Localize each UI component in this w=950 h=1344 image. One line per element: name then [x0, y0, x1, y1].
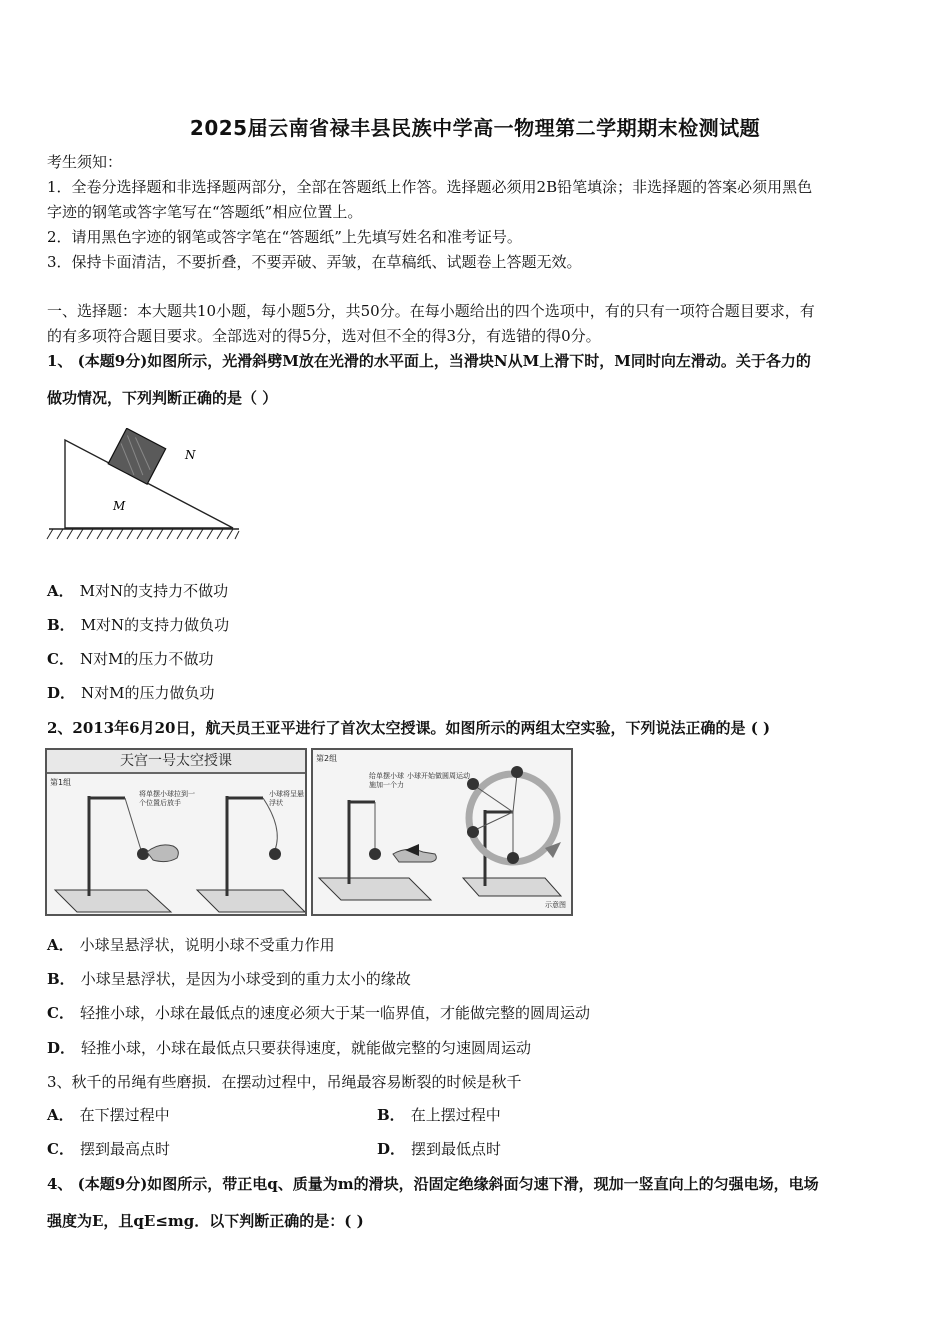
q1-option-d: D． N对M的压力做负功 — [47, 684, 215, 702]
group1-label: 第1组 — [50, 778, 72, 787]
q2-option-a: A． 小球呈悬浮状，说明小球不受重力作用 — [47, 936, 335, 954]
q3-option-b: B． 在上摆过程中 — [377, 1106, 501, 1124]
section-intro-2: 的有多项符合题目要求。全部选对的得5分，选对但不全的得3分，有选错的得0分。 — [47, 327, 601, 345]
group1-drawing — [47, 772, 305, 914]
group1-caption-b: 小球将呈悬浮状 — [269, 790, 304, 807]
q3-stem: 3、秋千的吊绳有些磨损．在摆动过程中，吊绳最容易断裂的时候是秋千 — [47, 1073, 522, 1091]
q2-option-c: C． 轻推小球，小球在最低点的速度必须大于某一临界值，才能做完整的圆周运动 — [47, 1004, 590, 1022]
ground-hatch — [47, 529, 239, 539]
q1-stem-2: 做功情况，下列判断正确的是（ ） — [47, 389, 278, 407]
q4-stem-2: 强度为E，且qE≤mg．以下判断正确的是：( ) — [47, 1212, 364, 1230]
group1-caption-a: 将单摆小球拉到一个位置后放手 — [139, 790, 195, 807]
q1-option-a: A． M对N的支持力不做功 — [47, 582, 229, 600]
q3-option-c: C． 摆到最高点时 — [47, 1140, 170, 1158]
space-lesson-figure — [45, 748, 575, 916]
notice-item-1: 1．全卷分选择题和非选择题两部分，全部在答题纸上作答。选择题必须用2B铅笔填涂；非选择题的答案必须用黑色 — [47, 178, 813, 196]
q1-stem-1: 1、 (本题9分)如图所示，光滑斜劈M放在光滑的水平面上，当滑块N从M上滑下时，M同时向左滑动。关于各力的 — [47, 352, 811, 370]
notice-heading: 考生须知： — [47, 153, 123, 171]
incline-figure — [45, 428, 245, 548]
group1-panel — [45, 748, 307, 916]
q2-option-d: D． 轻推小球，小球在最低点只要获得速度，就能做完整的匀速圆周运动 — [47, 1039, 532, 1057]
group2-label: 第2组 — [316, 754, 338, 763]
q3-option-d: D． 摆到最低点时 — [377, 1140, 502, 1158]
notice-item-1-cont: 字迹的钢笔或答字笔写在“答题纸”相应位置上。 — [47, 203, 363, 221]
lesson-banner: 天宫一号太空授课 — [47, 750, 305, 774]
q3-option-a: A． 在下摆过程中 — [47, 1106, 170, 1124]
label-n: N — [185, 448, 196, 462]
group2-panel — [311, 748, 573, 916]
group2-drawing — [313, 750, 571, 914]
notice-item-3: 3．保持卡面清洁，不要折叠，不要弄破、弄皱，在草稿纸、试题卷上答题无效。 — [47, 253, 582, 271]
q1-option-b: B． M对N的支持力做负功 — [47, 616, 230, 634]
section-intro-1: 一、选择题：本大题共10小题，每小题5分，共50分。在每小题给出的四个选项中，有的只有一项符合题目要求，有 — [47, 302, 815, 320]
q2-option-b: B． 小球呈悬浮状，是因为小球受到的重力太小的缘故 — [47, 970, 411, 988]
label-m: M — [113, 499, 126, 513]
q2-stem: 2、2013年6月20日，航天员王亚平进行了首次太空授课。如图所示的两组太空实验，下列说法正确的是 ( ) — [47, 719, 771, 737]
group2-caption-b: 小球开始做圆周运动 — [407, 772, 470, 780]
notice-item-2: 2．请用黑色字迹的钢笔或答字笔在“答题纸”上先填写姓名和准考证号。 — [47, 228, 522, 246]
diagram-mark: 示意图 — [545, 901, 566, 909]
group2-caption-a: 给单摆小球施加一个力 — [369, 772, 404, 789]
page-title: 2025届云南省禄丰县民族中学高一物理第二学期期末检测试题 — [189, 116, 761, 140]
q4-stem-1: 4、 (本题9分)如图所示，带正电q、质量为m的滑块，沿固定绝缘斜面匀速下滑，现加一竖直向上的匀强电场，电场 — [47, 1175, 819, 1193]
q1-option-c: C． N对M的压力不做功 — [47, 650, 214, 668]
